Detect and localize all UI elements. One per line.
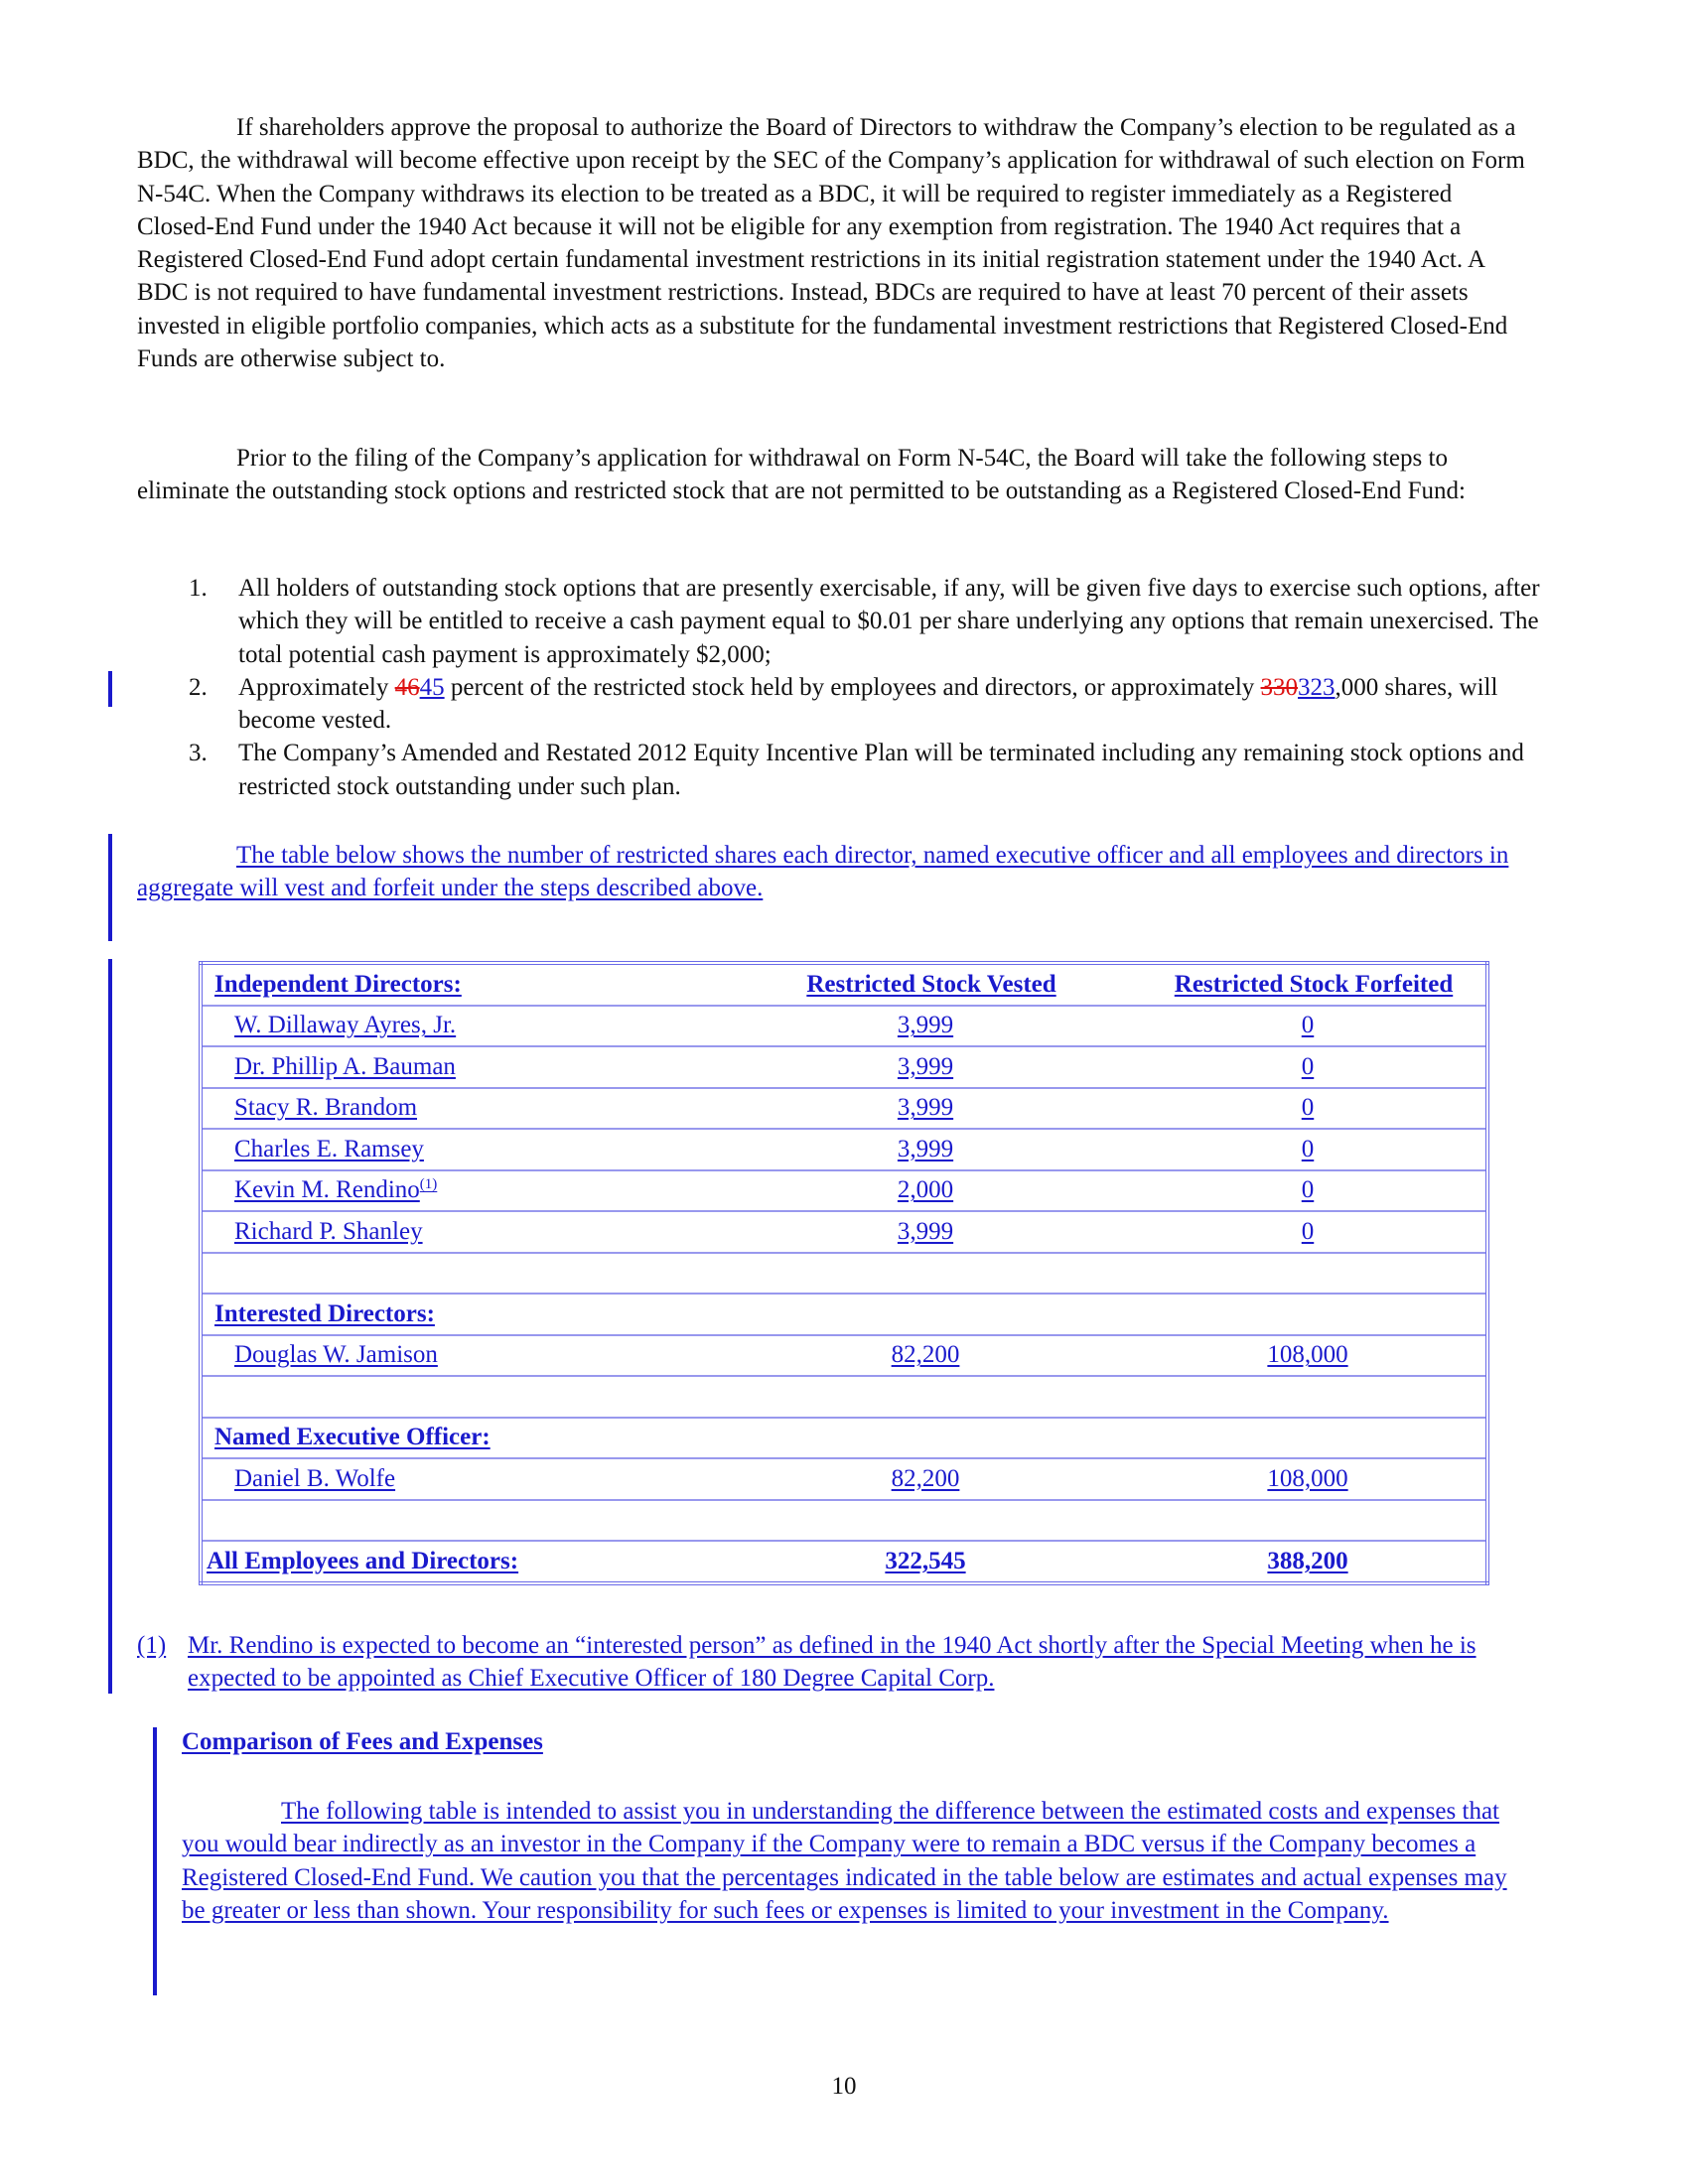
step-number: 2. [189,673,208,701]
officer-name: Daniel B. Wolfe [201,1458,721,1500]
deleted-text: 330 [1260,673,1299,701]
paragraph-withdrawal-effect: If shareholders approve the proposal to authorize the Board of Directors to withdraw the Company’s election to be regulated as a BDC, the withdrawal will become effective upon receipt by the SEC of the Company’s application for withdrawal of such election on Form N-54C. When the Company withdraws its election to be treated as a BDC, it will be required to register immediately as a Registered Closed-End Fund under the 1940 Act because it will not be eligible for any exemption from registration. The 1940 Act requires that a Registered Closed-End Fund adopt certain fundamental investment restrictions in its initial registration statement under the 1940 Act. A BDC is not required to have fundamental investment restrictions. Instead, BDCs are required to have at least 70 percent of their assets invested in eligible portfolio companies, which acts as a substitute for the fundamental investment restrictions that Registered Closed-End Funds are otherwise subject to. [137,114,1525,373]
forfeited-value: 0 [1130,1129,1487,1170]
director-name: Kevin M. Rendino$^{(1)}$ [201,1170,721,1212]
header-restricted-stock-vested: Restricted Stock Vested [721,963,1130,1006]
table-total-row [201,1541,1487,1583]
total-label: All Employees and Directors: [201,1541,721,1583]
table-row [201,1046,1487,1088]
forfeited-value: 108,000 [1130,1335,1487,1377]
section-heading-fees: Comparison of Fees and Expenses [182,1728,543,1755]
table-header-row [201,963,1487,1006]
vested-value: 82,200 [721,1458,1130,1500]
step-text-mid: percent of the restricted stock held by employees and directors, or approximately [444,673,1261,701]
step-number: 1. [189,575,208,602]
table-row [201,1129,1487,1170]
forfeited-value: 0 [1130,1211,1487,1253]
footnote-reference: (1) [419,1176,438,1193]
total-vested: 322,545 [721,1541,1130,1583]
inserted-text: 323 [1298,673,1336,701]
table-section-row [201,1418,1487,1459]
table-section-row [201,1294,1487,1335]
table-row [201,1211,1487,1253]
table-row [201,1088,1487,1130]
vested-value: 3,999 [721,1046,1130,1088]
director-name: Douglas W. Jamison [201,1335,721,1377]
steps-list [137,572,1547,803]
table-row [201,1335,1487,1377]
vested-value: 3,999 [721,1088,1130,1130]
total-forfeited: 388,200 [1130,1541,1487,1583]
step-text-post: ,000 shares, will become vested. [238,673,1498,735]
change-bar [108,671,112,707]
footnote-text: Mr. Rendino is expected to become an “interested person” as defined in the 1940 Act shortly after the Special Meeting when he is expected to be appointed as Chief Executive Officer of 180 Degree Capital Corp. [188,1632,1477,1693]
paragraph-board-steps: Prior to the filing of the Company’s application for withdrawal on Form N-54C, the Board will take the following steps to eliminate the outstanding stock options and restricted stock that are not permitted to be outstanding as a Registered Closed-End Fund: [137,445,1466,505]
vested-value: 3,999 [721,1006,1130,1047]
director-name: Stacy R. Brandom [201,1088,721,1130]
step-item-1 [137,572,1547,671]
restricted-stock-table [199,961,1489,1585]
step-text: The Company’s Amended and Restated 2012 Equity Incentive Plan will be terminated including any remaining stock options and restricted stock outstanding under such plan. [238,740,1524,800]
header-independent-directors: Independent Directors: [201,963,721,1006]
step-item-2 [137,671,1547,738]
table-row [201,1170,1487,1212]
step-text: All holders of outstanding stock options that are presently exercisable, if any, will be given five days to exercise such options, after which they will be entitled to receive a cash payment equal to $0.01 per share underlying any options that remain unexercised. The total potential cash payment is approximately $2,000; [238,575,1540,668]
forfeited-value: 0 [1130,1046,1487,1088]
table-spacer-row [201,1500,1487,1542]
vested-value: 3,999 [721,1211,1130,1253]
table-row [201,1458,1487,1500]
step-number: 3. [189,740,208,767]
step-text-pre: Approximately [238,673,395,701]
vested-value: 82,200 [721,1335,1130,1377]
table-row [201,1006,1487,1047]
forfeited-value: 0 [1130,1006,1487,1047]
paragraph-fees-expenses: The following table is intended to assist you in understanding the difference between the estimated costs and expenses that you would bear indirectly as an investor in the Company if the Company were to remain a BDC versus if the Company becomes a Registered Closed-End Fund. We caution you that the percentages indicated in the table below are estimates and actual expenses may be greater or less than shown. Your responsibility for such fees or expenses is limited to your investment in the Company. [182,1798,1507,1924]
table-spacer-row [201,1376,1487,1418]
director-name: Charles E. Ramsey [201,1129,721,1170]
director-name: W. Dillaway Ayres, Jr. [201,1006,721,1047]
step-item-3 [137,737,1547,803]
forfeited-value: 108,000 [1130,1458,1487,1500]
table-spacer-row [201,1253,1487,1295]
change-bar [153,1727,157,1995]
forfeited-value: 0 [1130,1088,1487,1130]
page-number: 10 [831,2073,857,2100]
forfeited-value: 0 [1130,1170,1487,1212]
header-named-executive-officer: Named Executive Officer: [201,1418,721,1459]
director-name: Dr. Phillip A. Bauman [201,1046,721,1088]
table-intro-paragraph: The table below shows the number of restricted shares each director, named executive officer and all employees and directors in aggregate will vest and forfeit under the steps described above. [137,842,1509,902]
footnote [137,1629,1567,1696]
header-interested-directors: Interested Directors: [201,1294,721,1335]
director-name: Richard P. Shanley [201,1211,721,1253]
deleted-text: 46 [394,673,420,701]
change-bar [108,959,112,1694]
vested-value: 2,000 [721,1170,1130,1212]
change-bar [108,834,112,941]
header-restricted-stock-forfeited: Restricted Stock Forfeited [1130,963,1487,1006]
vested-value: 3,999 [721,1129,1130,1170]
inserted-text: 45 [419,673,445,701]
footnote-mark: (1) [137,1632,167,1659]
